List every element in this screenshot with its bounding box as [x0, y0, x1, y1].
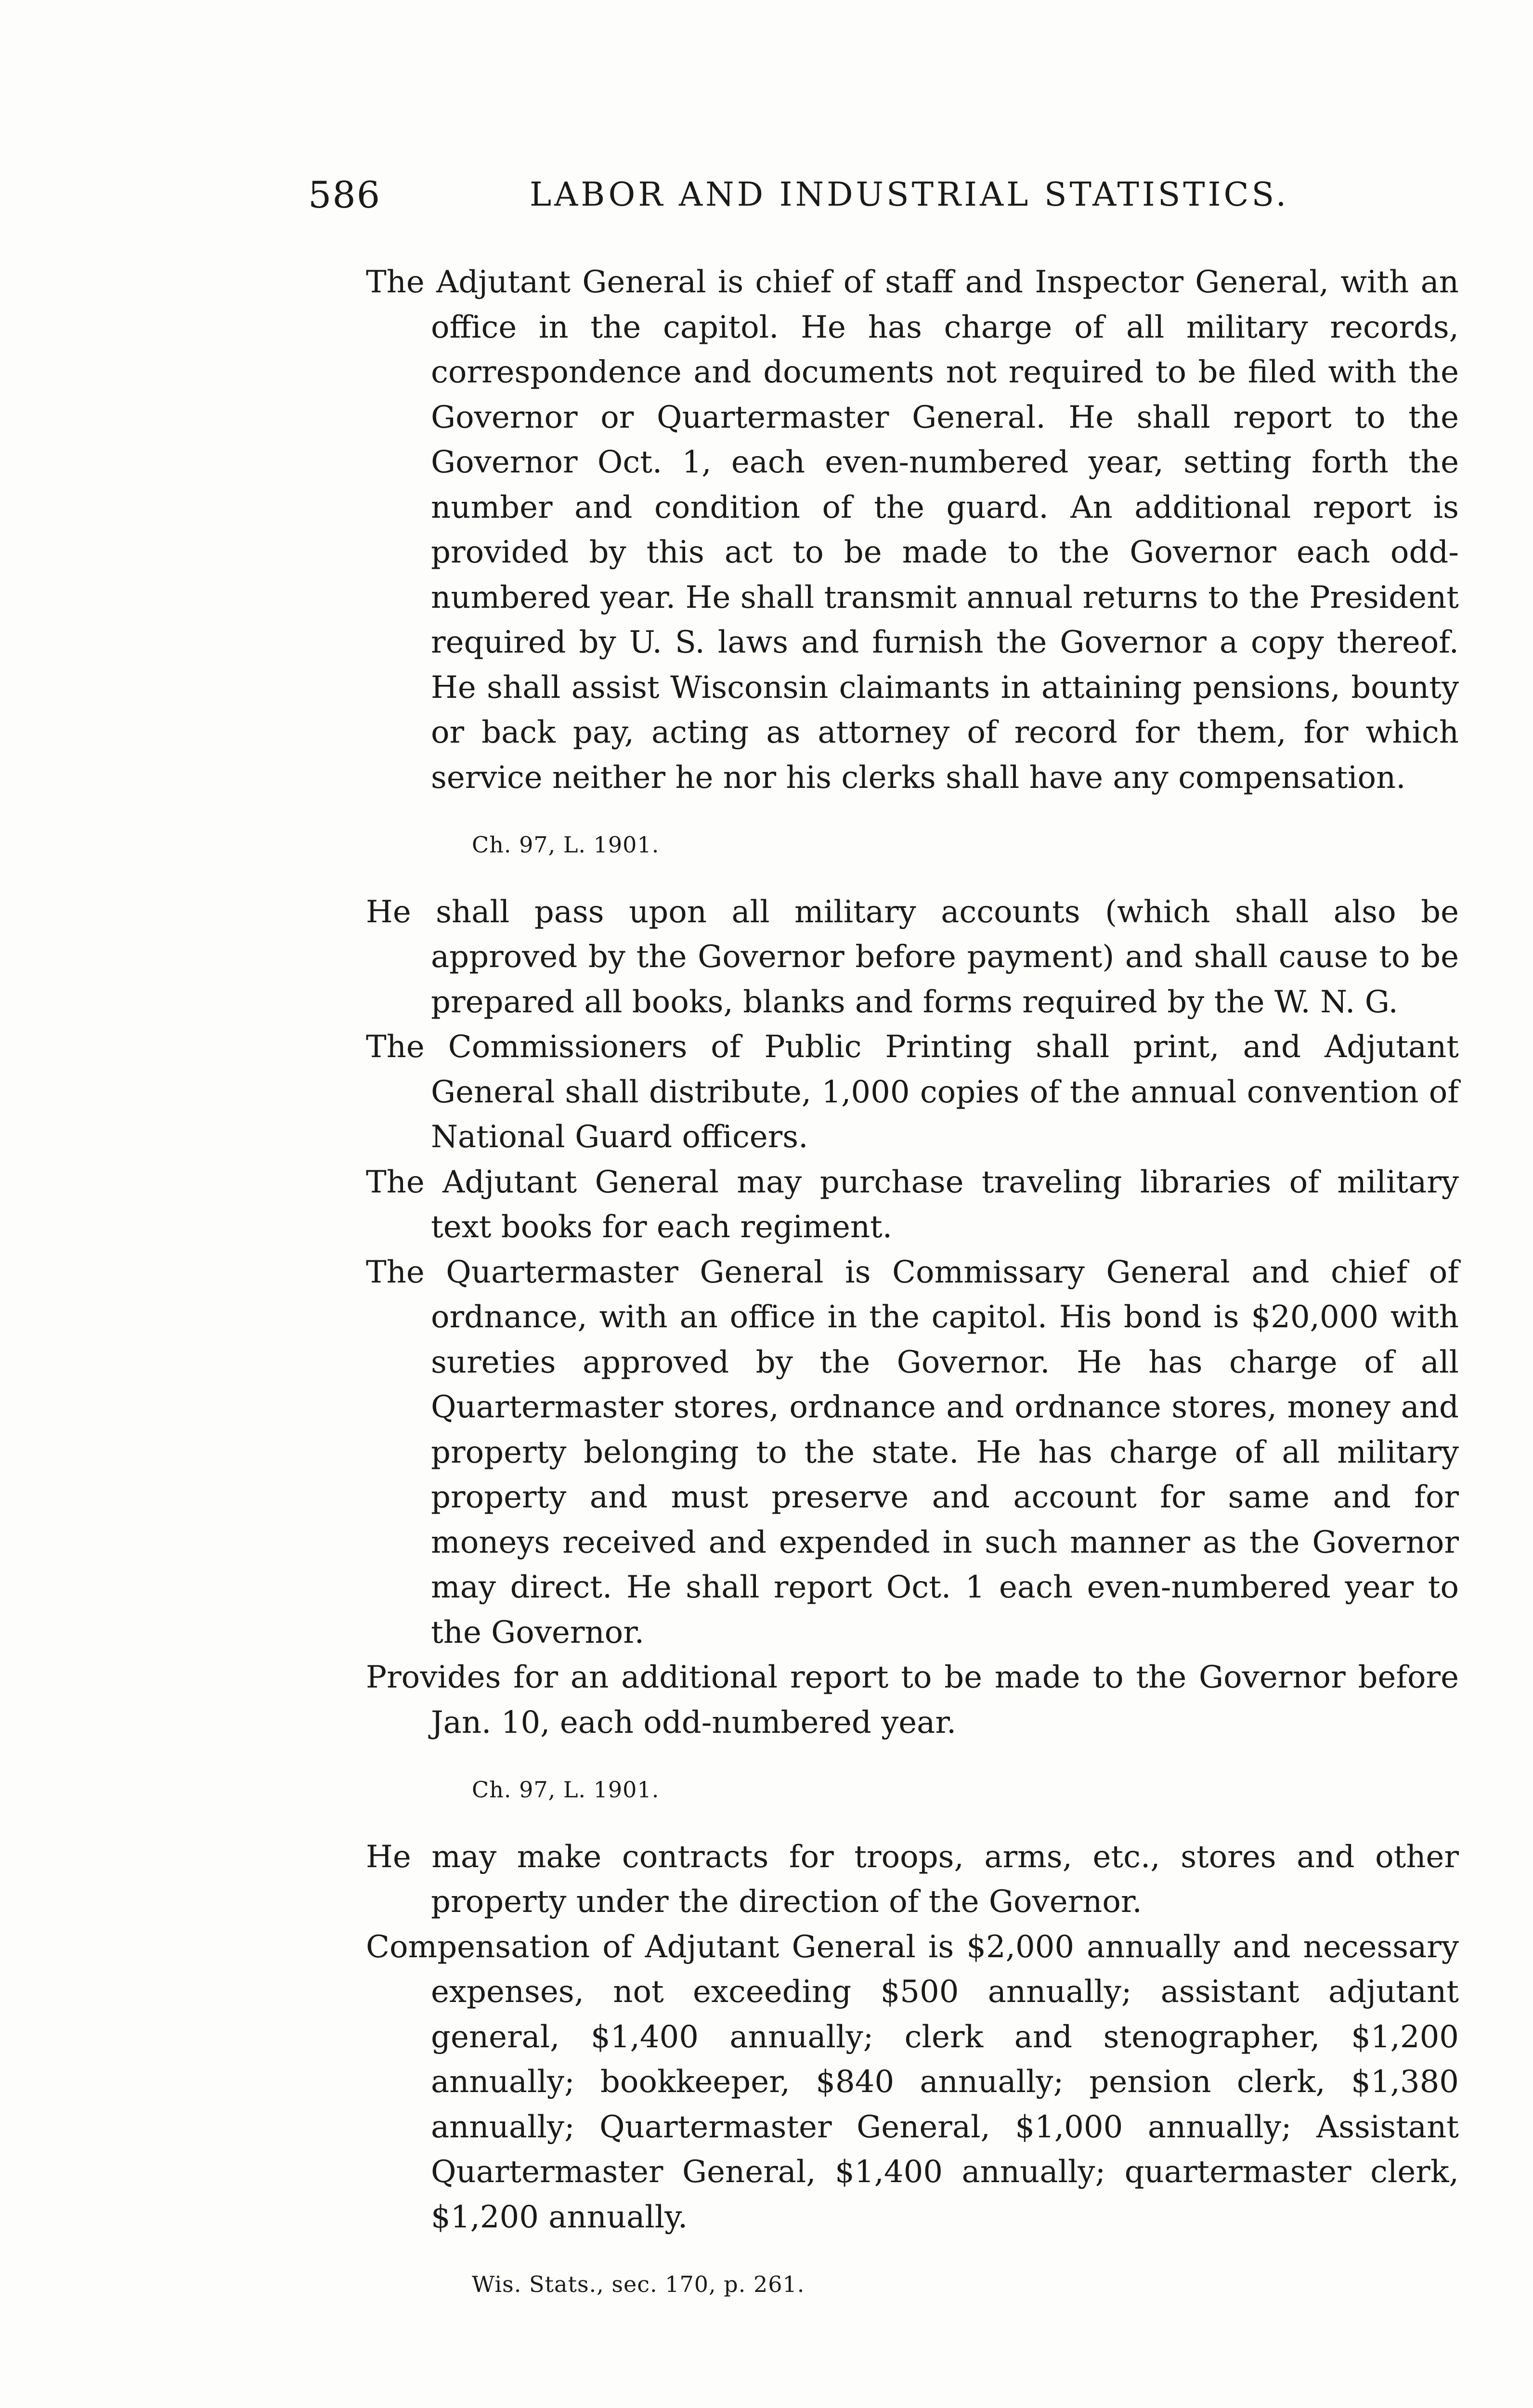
running-header: [308, 171, 1464, 219]
paragraph-traveling-libraries: The Adjutant General may purchase traveling libraries of military text books for each regiment.: [366, 1164, 1459, 1245]
running-title: LABOR AND INDUSTRIAL STATISTICS.: [530, 176, 1289, 214]
paragraph-quartermaster-general: The Quartermaster General is Commissary General and chief of ordnance, with an office in the capitol. His bond is $20,000 with sureties approved by the Governor. He has charge of all Quartermaster stores, ordnance and ordnance stores, money and property belonging to the state. He has charge of all military property and must preserve and account for same and for moneys received and expended in such manner as the Governor may direct. He shall report Oct. 1 each even-numbered year to the Governor.: [366, 1254, 1459, 1650]
paragraph-additional-report: Provides for an additional report to be made to the Governor before Jan. 10, each odd-numbered year.: [366, 1660, 1459, 1741]
paragraph-contracts: He may make contracts for troops, arms, etc., stores and other property under the direction of the Governor.: [366, 1839, 1459, 1920]
document-body: [366, 260, 1459, 2307]
citation-ch97-first: Ch. 97, L. 1901.: [472, 832, 660, 858]
paragraph-military-accounts: He shall pass upon all military accounts (which shall also be approved by the Governor before payment) and shall cause to be prepared all books, blanks and forms required by the W. N. G.: [366, 894, 1459, 1020]
citation-ch97-second: Ch. 97, L. 1901.: [472, 1777, 660, 1803]
paragraph-adjutant-general-duties: The Adjutant General is chief of staff and Inspector General, with an office in the capitol. He has charge of all military records, correspondence and documents not required to be filed with the Governor or Quartermaster General. He shall report to the Governor Oct. 1, each even-numbered year, setting forth the number and condition of the guard. An additional report is provided by this act to be made to the Governor each odd-numbered year. He shall transmit annual returns to the President required by U. S. laws and furnish the Governor a copy thereof. He shall assist Wisconsin claimants in attaining pensions, bounty or back pay, acting as attorney of record for them, for which service neither he nor his clerks shall have any compensation.: [366, 264, 1459, 796]
citation-wis-stats: Wis. Stats., sec. 170, p. 261.: [472, 2271, 805, 2297]
paragraph-compensation: Compensation of Adjutant General is $2,000 annually and necessary expenses, not exceeding $500 annually; assistant adjutant general, $1,400 annually; clerk and stenographer, $1,200 annually; bookkeeper, $840 annually; pension clerk, $1,380 annually; Quartermaster General, $1,000 annually; Assistant Quartermaster General, $1,400 annually; quartermaster clerk, $1,200 annually.: [366, 1929, 1459, 2235]
paragraph-public-printing: The Commissioners of Public Printing shall print, and Adjutant General shall distribute, 1,000 copies of the annual convention of National Guard officers.: [366, 1029, 1459, 1155]
page-number: 586: [308, 173, 381, 216]
